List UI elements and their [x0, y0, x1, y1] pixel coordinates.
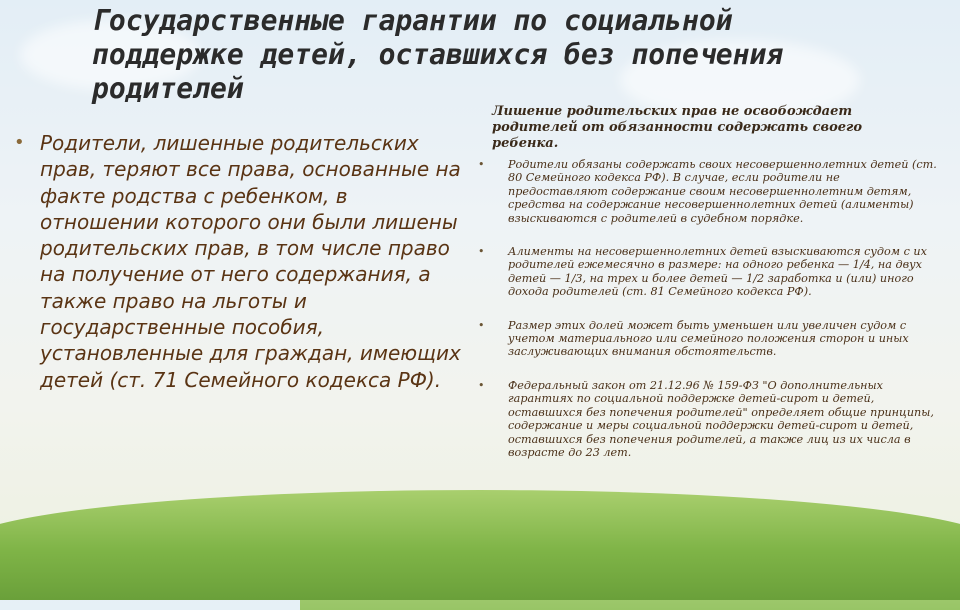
slide-title: Государственные гарантии по социальной поддержке детей, оставшихся без попечения родителей — [92, 4, 784, 105]
grass-hill-decoration — [0, 490, 960, 600]
list-item — [478, 245, 938, 299]
list-item-text: Размер этих долей может быть уменьшен или увеличен судом с учетом материального или семейного положения сторон и иных заслуживающих внимания обстоятельств. — [508, 318, 909, 359]
left-bullet-list — [14, 130, 464, 393]
list-item-text: Алименты на несовершеннолетних детей взыскиваются судом с их родителей ежемесячно в размере: на одного ребенка — 1/4, на двух детей — 1/3, на трех и более детей — 1/2 заработка и (или) иного дохода родителей (ст. 81 Семейного кодекса РФ). — [508, 245, 927, 299]
list-item — [14, 130, 464, 393]
bullet-icon: • — [478, 318, 485, 332]
list-item-text: Родители, лишенные родительских прав, теряют все права, основанные на факте родства с ребенком, в отношении которого они были лишены родительских прав, в том числе право на получение от него содержания, а также право на льготы и государственные пособия, установленные для граждан, имеющих детей (ст. 71 Семейного кодекса РФ). — [40, 131, 461, 392]
bullet-icon: • — [14, 132, 25, 153]
subheading: Лишение родительских прав не освобождает родителей от обязанности содержать своего ребенка. — [492, 104, 863, 151]
bullet-icon: • — [478, 245, 485, 259]
list-item-text: Родители обязаны содержать своих несовершеннолетних детей (ст. 80 Семейного кодекса РФ). В случае, если родители не предоставляют содержание своим несовершеннолетним детям, средства на содержание несовершеннолетних детей (алименты) взыскиваются с родителей в судебном порядке. — [508, 158, 937, 225]
list-item-text: Федеральный закон от 21.12.96 № 159-ФЗ "О дополнительных гарантиях по социальной поддержке детей-сирот и детей, оставшихся без попечения родителей" определяет общие принципы, содержание и меры социальной поддержки детей-сирот и детей, оставшихся без попечения родителей, а также лиц из их числа в возрасте до 23 лет. — [508, 378, 934, 459]
right-bullet-list — [478, 158, 938, 479]
list-item — [478, 158, 938, 225]
list-item — [478, 379, 938, 459]
list-item — [478, 319, 938, 359]
bullet-icon: • — [478, 158, 485, 171]
bullet-icon: • — [478, 378, 485, 392]
